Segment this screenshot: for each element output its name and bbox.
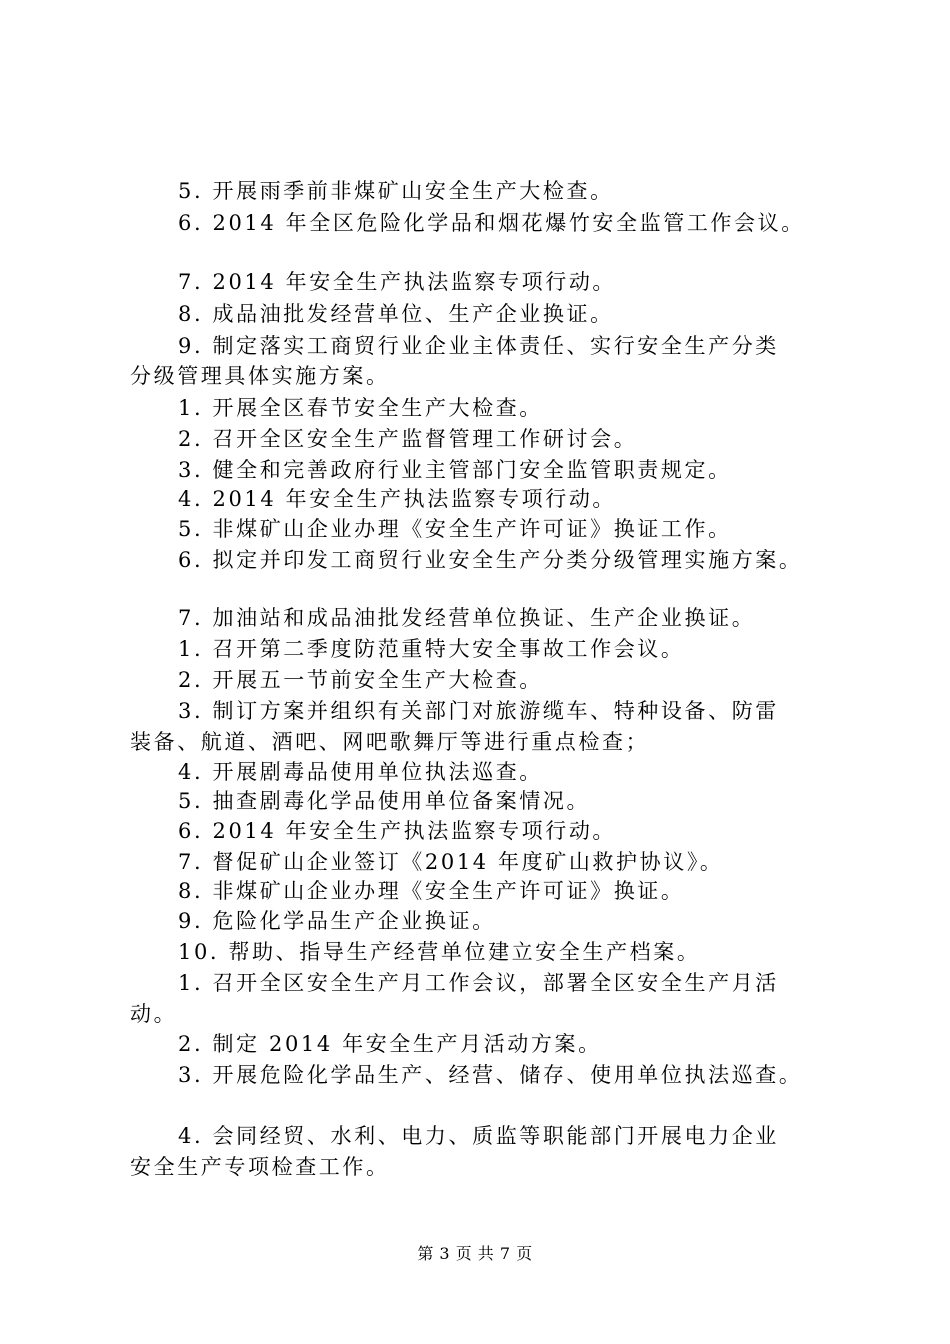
list-item-continuation: 安全生产专项检查工作。: [130, 1155, 390, 1179]
list-item: 1. 召开第二季度防范重特大安全事故工作会议。: [178, 637, 685, 661]
list-item: 2. 开展五一节前安全生产大检查。: [178, 668, 543, 692]
list-item: 9. 危险化学品生产企业换证。: [178, 909, 496, 933]
list-item: 8. 成品油批发经营单位、生产企业换证。: [178, 302, 614, 326]
list-item: 5. 非煤矿山企业办理《安全生产许可证》换证工作。: [178, 517, 732, 541]
list-item: 3. 开展危险化学品生产、经营、储存、使用单位执法巡查。: [178, 1063, 803, 1087]
list-item: 1. 召开全区安全生产月工作会议，部署全区安全生产月活: [178, 971, 779, 995]
list-item: 6. 2014 年全区危险化学品和烟花爆竹安全监管工作会议。: [178, 211, 805, 235]
list-item: 3. 健全和完善政府行业主管部门安全监管职责规定。: [178, 458, 732, 482]
list-item-continuation: 分级管理具体实施方案。: [130, 364, 390, 388]
list-item: 4. 2014 年安全生产执法监察专项行动。: [178, 487, 617, 511]
list-item: 3. 制订方案并组织有关部门对旅游缆车、特种设备、防雷: [178, 699, 779, 723]
list-item: 2. 召开全区安全生产监督管理工作研讨会。: [178, 427, 638, 451]
page-number-footer: 第 3 页 共 7 页: [417, 1244, 533, 1263]
list-item: 2. 制定 2014 年安全生产月活动方案。: [178, 1032, 602, 1056]
list-item: 8. 非煤矿山企业办理《安全生产许可证》换证。: [178, 879, 685, 903]
list-item: 6. 拟定并印发工商贸行业安全生产分类分级管理实施方案。: [178, 548, 803, 572]
list-item: 7. 2014 年安全生产执法监察专项行动。: [178, 270, 617, 294]
list-item: 4. 开展剧毒品使用单位执法巡查。: [178, 760, 543, 784]
list-item: 9. 制定落实工商贸行业企业主体责任、实行安全生产分类: [178, 334, 779, 358]
list-item: 7. 加油站和成品油批发经营单位换证、生产企业换证。: [178, 606, 756, 630]
list-item: 6. 2014 年安全生产执法监察专项行动。: [178, 819, 617, 843]
list-item: 4. 会同经贸、水利、电力、质监等职能部门开展电力企业: [178, 1124, 779, 1148]
list-item-continuation: 装备、航道、酒吧、网吧歌舞厅等进行重点检查；: [130, 730, 650, 754]
list-item-continuation: 动。: [130, 1002, 178, 1026]
list-item: 10. 帮助、指导生产经营单位建立安全生产档案。: [178, 940, 701, 964]
list-item: 5. 开展雨季前非煤矿山安全生产大检查。: [178, 179, 614, 203]
list-item: 5. 抽查剧毒化学品使用单位备案情况。: [178, 789, 591, 813]
list-item: 7. 督促矿山企业签订《2014 年度矿山救护协议》。: [178, 850, 724, 874]
list-item: 1. 开展全区春节安全生产大检查。: [178, 396, 543, 420]
